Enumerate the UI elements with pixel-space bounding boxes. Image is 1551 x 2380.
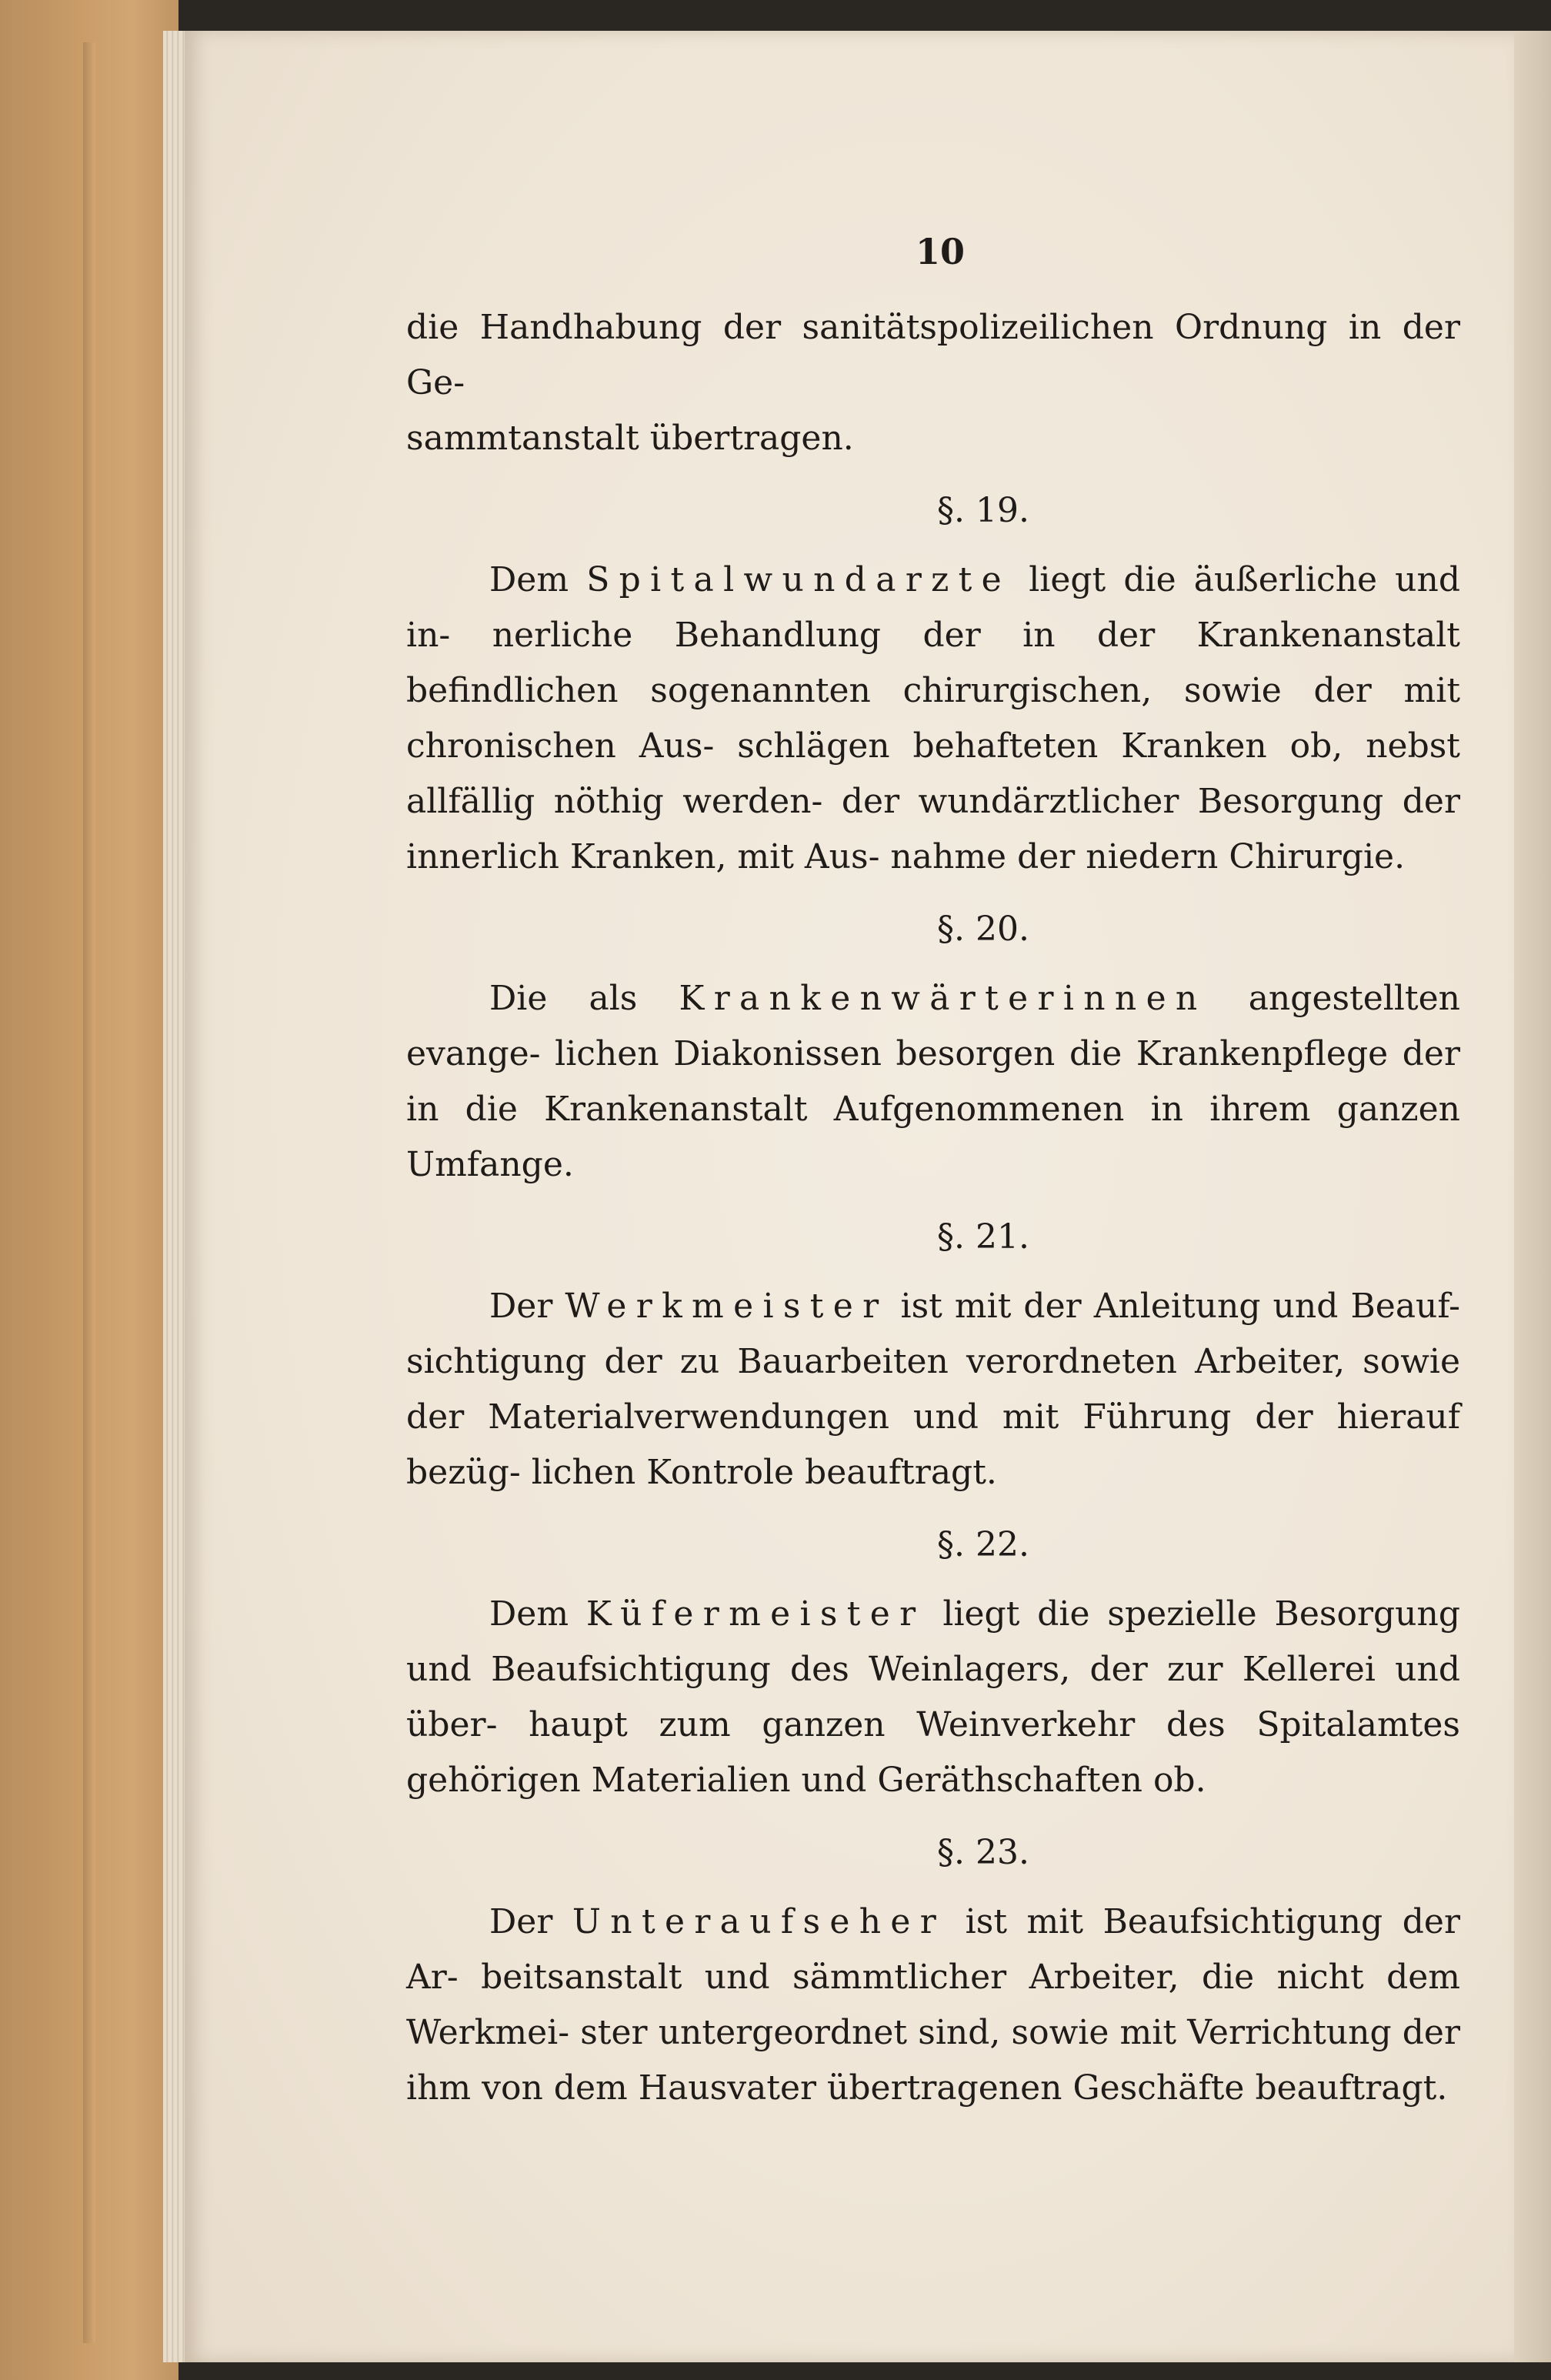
- section-paragraph: [406, 1894, 1460, 2116]
- section-lead: Der: [489, 1902, 553, 1941]
- intro-line-2: sammtanstalt übertragen.: [406, 419, 854, 458]
- section-title: §. 19.: [937, 491, 1029, 530]
- section-19: [406, 483, 1460, 885]
- section-paragraph: [406, 1279, 1460, 1500]
- spaced-term: Unteraufseher: [572, 1902, 946, 1941]
- section-lead: Der: [489, 1287, 553, 1326]
- section-paragraph: [406, 552, 1460, 885]
- spaced-term: Spitalwundarzte: [586, 560, 1012, 599]
- section-paragraph: [406, 971, 1460, 1193]
- section-title: §. 22.: [937, 1525, 1029, 1564]
- page-number: 10: [915, 231, 965, 272]
- section-body: liegt die äußerliche und in- nerliche Behandlung der in der Krankenanstalt befindlichen sogenannten chirurgischen, sowie der mit chronischen Aus- schlägen behafteten Kranken ob, nebst allfällig nöthig werden- der wundärztlicher Besorgung der innerlich Kranken, mit Aus- nahme der niedern Chirurgie.: [406, 560, 1460, 876]
- spaced-term: Küfermeister: [585, 1594, 926, 1634]
- section-title: §. 20.: [937, 910, 1029, 949]
- section-paragraph: [406, 1587, 1460, 1808]
- section-lead: Dem: [489, 1594, 569, 1634]
- section-body: angestellten evange- lichen Diakonissen besorgen die Krankenpflege der in die Krankenanstalt Aufgenommenen in ihrem ganzen Umfange.: [406, 979, 1460, 1184]
- section-body: ist mit der Anleitung und Beauf- sichtigung der zu Bauarbeiten verordneten Arbeiter, sowie der Materialverwendungen und mit Führung der hierauf bezüg- lichen Kontrole beauftragt.: [406, 1287, 1460, 1492]
- intro-paragraph: [406, 300, 1460, 466]
- spaced-term: Werkmeister: [565, 1287, 889, 1326]
- section-23: [406, 1825, 1460, 2116]
- section-22: [406, 1517, 1460, 1808]
- section-21: [406, 1210, 1460, 1500]
- facing-page-strip: [1514, 31, 1551, 2362]
- cover-edge: [83, 42, 95, 2343]
- section-20: [406, 902, 1460, 1193]
- intro-line-1: die Handhabung der sanitätspolizeilichen Ordnung in der Ge-: [406, 308, 1460, 402]
- section-title: §. 23.: [937, 1833, 1029, 1872]
- spaced-term: Krankenwärterinnen: [679, 979, 1207, 1018]
- section-lead: Die als: [489, 979, 638, 1018]
- section-body: liegt die spezielle Besorgung und Beaufsichtigung des Weinlagers, der zur Kellerei und über- haupt zum ganzen Weinverkehr des Spitalamtes gehörigen Materialien und Geräthschaften ob.: [406, 1594, 1460, 1800]
- section-title: §. 21.: [937, 1217, 1029, 1257]
- section-lead: Dem: [489, 560, 569, 599]
- section-body: ist mit Beaufsichtigung der Ar- beitsanstalt und sämmtlicher Arbeiter, die nicht dem Werkmei- ster untergeordnet sind, sowie mit Verrichtung der ihm von dem Hausvater übertragenen Geschäfte beauftragt.: [406, 1902, 1460, 2108]
- page-text: [406, 300, 1460, 2116]
